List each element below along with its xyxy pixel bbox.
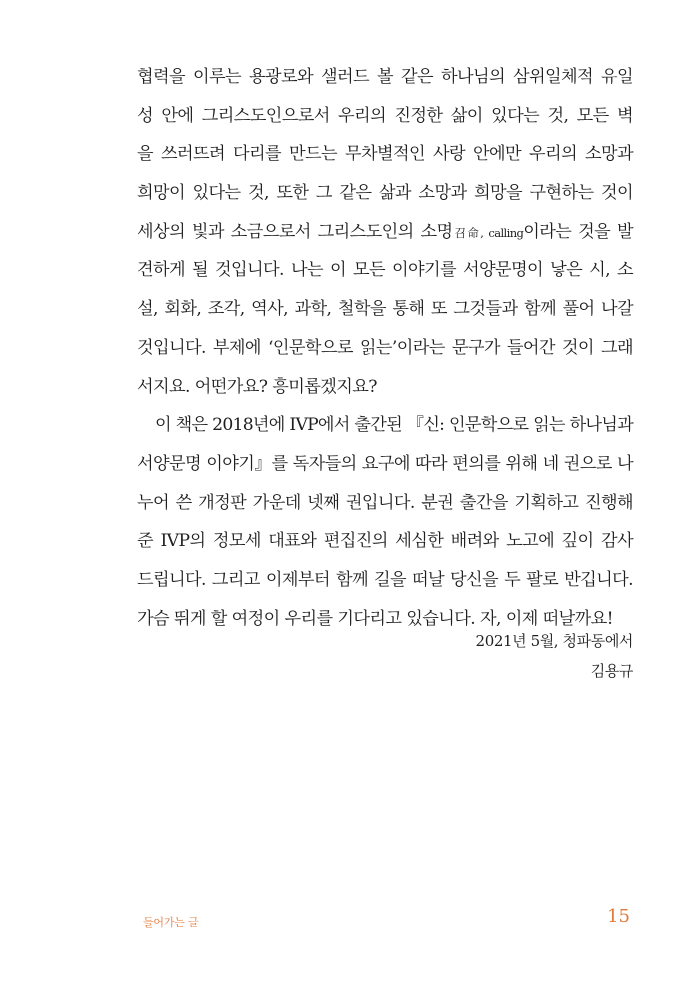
- gloss-annotation: 召命, calling: [452, 225, 524, 240]
- signature-date-place: 2021년 5월, 청파동에서: [475, 632, 633, 650]
- body-text: [137, 58, 633, 638]
- body-line: 성 안에 그리스도인으로서 우리의 진정한 삶이 있다는 것, 모든 벽: [137, 105, 633, 126]
- body-line: 이 책은 2018년에 IVP에서 출간된 『신: 인문학으로 읽는 하나님과: [155, 415, 633, 436]
- body-line: 서지요. 어떤가요? 흥미롭겠지요?: [137, 376, 377, 397]
- running-footer-title: 들어가는 글: [143, 916, 199, 929]
- body-line-main: 세상의 빛과 소금으로서 그리스도인의 소명: [137, 221, 453, 242]
- signature-block: [476, 626, 633, 686]
- page-number: 15: [607, 906, 630, 927]
- body-line: 가슴 뛰게 할 여정이 우리를 기다리고 있습니다. 자, 이제 떠날까요!: [137, 608, 613, 629]
- signature-author: 김용규: [590, 662, 633, 680]
- body-line-with-gloss: [137, 213, 633, 252]
- body-line: 을 쓰러뜨려 다리를 만드는 무차별적인 사랑 안에만 우리의 소망과: [137, 144, 633, 165]
- body-line: 것입니다. 부제에 ‘인문학으로 읽는’이라는 문구가 들어간 것이 그래: [137, 337, 633, 358]
- body-line-tail: 이라는 것을 발: [523, 221, 633, 242]
- body-line: 드립니다. 그리고 이제부터 함께 길을 떠날 당신을 두 팔로 반깁니다.: [137, 569, 633, 590]
- body-line: 협력을 이루는 용광로와 샐러드 볼 같은 하나님의 삼위일체적 유일: [137, 67, 633, 87]
- body-line: 견하게 될 것입니다. 나는 이 모든 이야기를 서양문명이 낳은 시, 소: [137, 260, 633, 281]
- body-line: 희망이 있다는 것, 또한 그 같은 삶과 소망과 희망을 구현하는 것이: [137, 183, 633, 204]
- body-line: 서양문명 이야기』를 독자들의 요구에 따라 편의를 위해 네 권으로 나: [137, 453, 633, 474]
- body-line: 준 IVP의 정모세 대표와 편집진의 세심한 배려와 노고에 깊이 감사: [137, 531, 633, 552]
- body-line: 누어 쓴 개정판 가운데 넷째 권입니다. 분권 출간을 기획하고 진행해: [137, 492, 633, 513]
- body-line: 설, 회화, 조각, 역사, 과학, 철학을 통해 또 그것들과 함께 풀어 나갈: [137, 299, 633, 320]
